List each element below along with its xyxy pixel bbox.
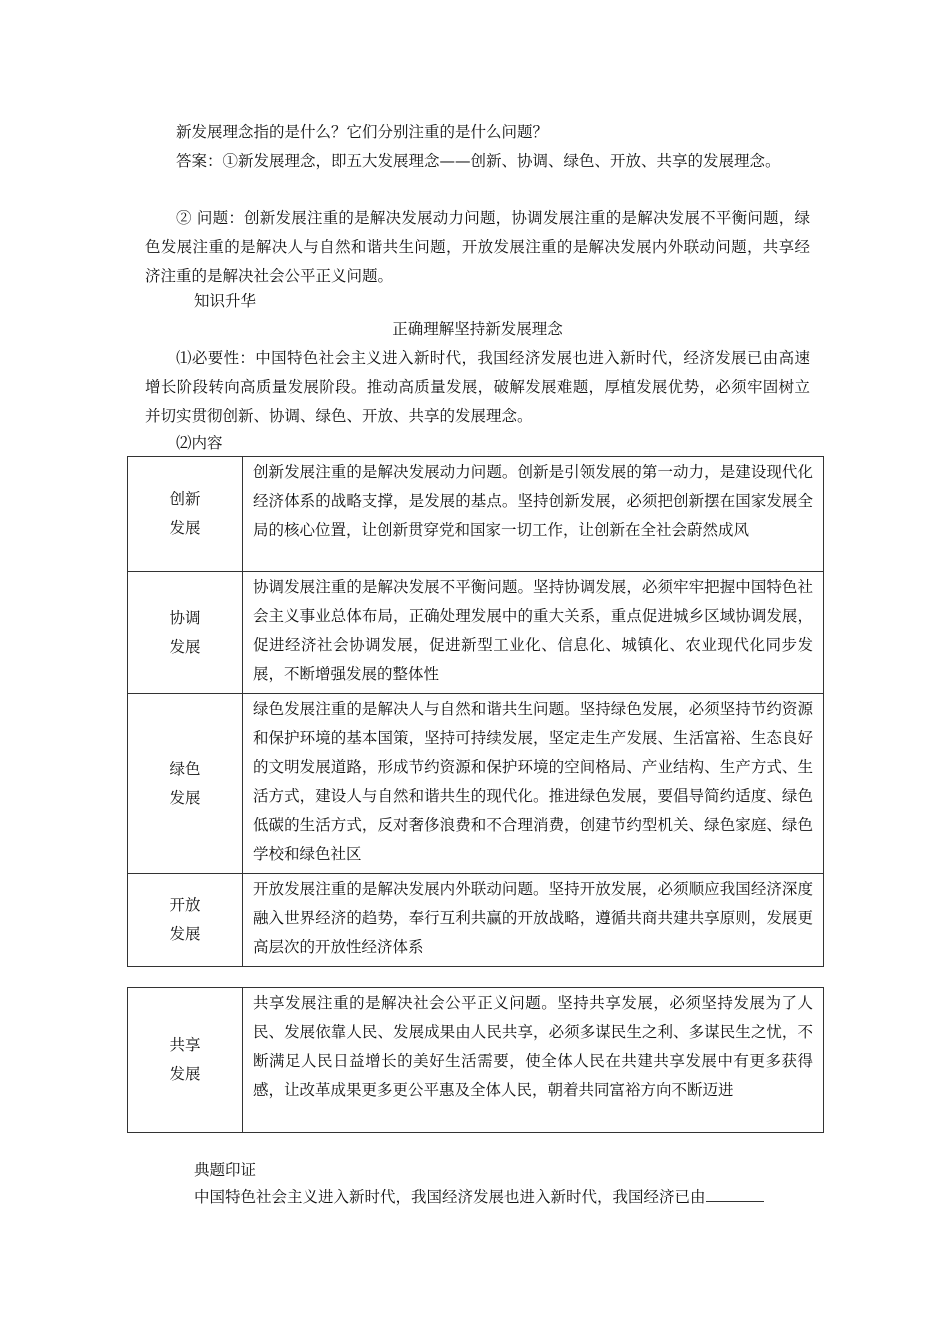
page-title: 正确理解坚持新发展理念 xyxy=(392,320,563,338)
section-heading: 知识升华 xyxy=(194,292,257,310)
row-text: 绿色发展注重的是解决人与自然和谐共生问题。坚持绿色发展，必须坚持节约资源和保护环境的基本国策，坚持可持续发展，坚定走生产发展、生活富裕、生态良好的文明发展道路，形成节约资源和保护环境的空间格局、产业结构、生产方式、生活方式，建设人与自然和谐共生的现代化。推进绿色发展，要倡导简约适度、绿色低碳的生活方式，反对奢侈浪费和不合理消费，创建节约型机关、绿色家庭、绿色学校和绿色社区 xyxy=(243,694,824,874)
row-label xyxy=(128,694,243,874)
example-heading: 典题印证 xyxy=(194,1161,257,1179)
row-label xyxy=(128,988,243,1133)
necessity-paragraph: ⑴必要性：中国特色社会主义进入新时代，我国经济发展也进入新时代，经济发展已由高速增长阶段转向高质量发展阶段。推动高质量发展，破解发展难题，厚植发展优势，必须牢固树立并切实贯彻创新、协调、绿色、开放、共享的发展理念。 xyxy=(145,349,810,425)
table-row xyxy=(128,874,824,967)
table-row xyxy=(128,457,824,572)
content-table-continued xyxy=(127,987,824,1133)
row-label xyxy=(128,874,243,967)
row-text: 开放发展注重的是解决发展内外联动问题。坚持开放发展，必须顺应我国经济深度融入世界经济的趋势，奉行互利共赢的开放战略，遵循共商共建共享原则，发展更高层次的开放性经济体系 xyxy=(243,874,824,967)
row-label xyxy=(128,572,243,694)
row-label-line-1: 绿色 xyxy=(169,759,201,778)
row-label-line-1: 共享 xyxy=(169,1036,201,1054)
question-text: 新发展理念指的是什么？它们分别注重的是什么问题？ xyxy=(176,123,549,141)
example-text-line xyxy=(194,1186,764,1208)
row-label-line-1: 开放 xyxy=(169,896,201,914)
row-label-line-2: 发展 xyxy=(169,925,201,943)
table-row xyxy=(128,988,824,1133)
row-text: 协调发展注重的是解决发展不平衡问题。坚持协调发展，必须牢牢把握中国特色社会主义事业总体布局，正确处理发展中的重大关系，重点促进城乡区域协调发展，促进经济社会协调发展，促进新型工业化、信息化、城镇化、农业现代化同步发展，不断增强发展的整体性 xyxy=(243,572,824,694)
content-label: ⑵内容 xyxy=(176,434,223,452)
content-table xyxy=(127,456,824,967)
table-row xyxy=(128,694,824,874)
answer-blank xyxy=(706,1187,764,1202)
row-label-line-2: 发展 xyxy=(169,637,201,656)
row-label xyxy=(128,457,243,572)
answer-part-2: ② 问题：创新发展注重的是解决发展动力问题，协调发展注重的是解决发展不平衡问题，绿色发展注重的是解决人与自然和谐共生问题，开放发展注重的是解决发展内外联动问题，共享经济注重的是解决社会公平正义问题。 xyxy=(145,209,810,285)
row-text: 共享发展注重的是解决社会公平正义问题。坚持共享发展，必须坚持发展为了人民、发展依靠人民、发展成果由人民共享，必须多谋民生之利、多谋民生之忧，不断满足人民日益增长的美好生活需要，使全体人民在共建共享发展中有更多获得感，让改革成果更多更公平惠及全体人民，朝着共同富裕方向不断迈进 xyxy=(243,988,824,1133)
row-text: 创新发展注重的是解决发展动力问题。创新是引领发展的第一动力，是建设现代化经济体系的战略支撑，是发展的基点。坚持创新发展，必须把创新摆在国家发展全局的核心位置，让创新贯穿党和国家一切工作，让创新在全社会蔚然成风 xyxy=(243,457,824,572)
answer-part-1: 答案：①新发展理念，即五大发展理念——创新、协调、绿色、开放、共享的发展理念。 xyxy=(176,152,781,170)
row-label-line-1: 协调 xyxy=(169,608,201,627)
row-label-line-2: 发展 xyxy=(169,519,201,537)
row-label-line-1: 创新 xyxy=(169,490,201,508)
example-text: 中国特色社会主义进入新时代，我国经济发展也进入新时代，我国经济已由 xyxy=(194,1188,706,1206)
row-label-line-2: 发展 xyxy=(169,1065,201,1083)
row-label-line-2: 发展 xyxy=(169,788,201,807)
table-row xyxy=(128,572,824,694)
